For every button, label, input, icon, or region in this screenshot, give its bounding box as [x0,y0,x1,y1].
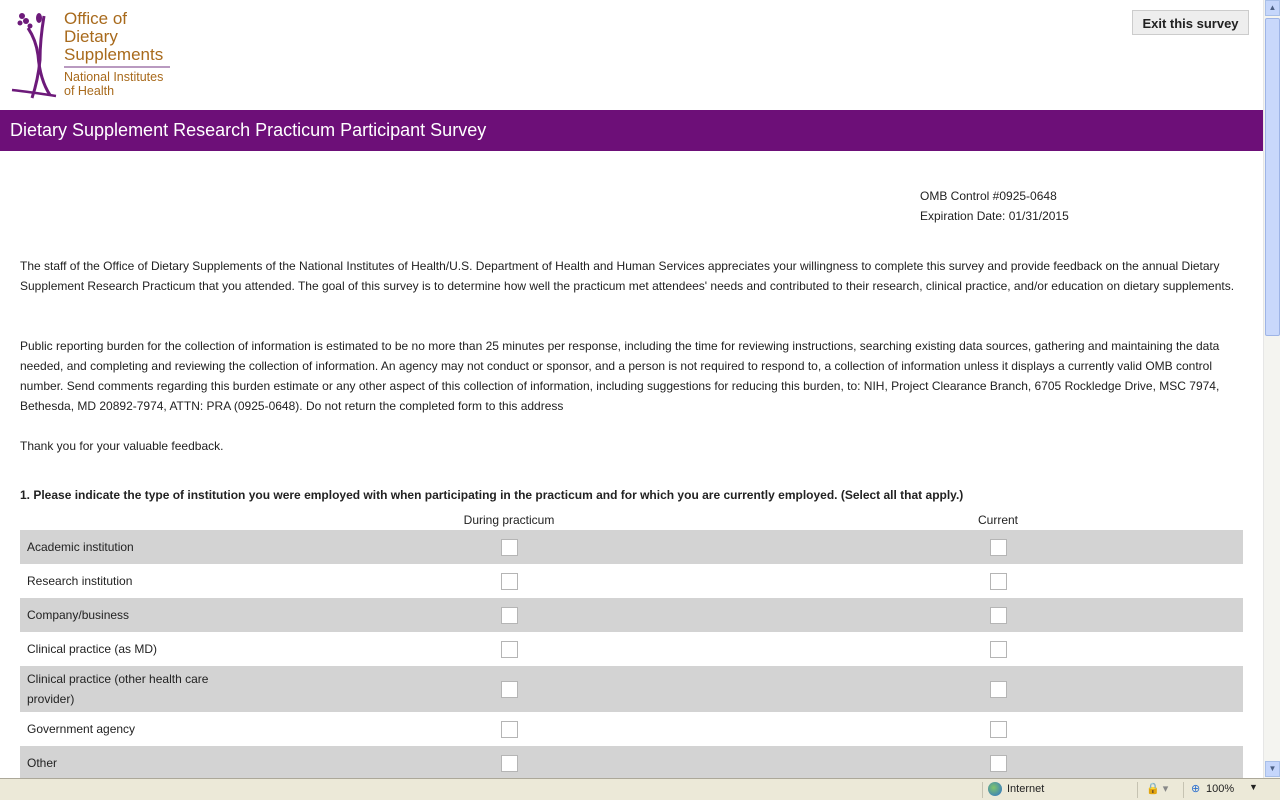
table-row [20,712,1243,746]
omb-expiration: Expiration Date: 01/31/2015 [920,209,1069,223]
during-practicum-checkbox[interactable] [501,539,518,556]
table-row [20,598,1243,632]
table-header [20,512,1243,530]
exit-survey-button[interactable]: Exit this survey [1132,10,1249,35]
current-checkbox[interactable] [990,573,1007,590]
row-label: Clinical practice (other health care provider) [27,672,209,706]
zoom-level[interactable]: 100% [1206,783,1235,795]
globe-icon [988,782,1002,796]
scroll-up-button[interactable]: ▲ [1265,0,1280,16]
table-row [20,632,1243,666]
current-checkbox[interactable] [990,641,1007,658]
omb-info [920,186,1069,226]
scroll-down-button[interactable]: ▼ [1265,761,1280,777]
status-bar [0,778,1280,800]
question-1-text: 1. Please indicate the type of institution you were employed with when participating in the practicum and for which you are currently employed. (Select all that apply.) [20,488,964,502]
row-label: Company/business [27,608,130,622]
ods-figure-icon [10,10,60,102]
table-row [20,530,1243,564]
zoom-dropdown-icon[interactable]: ▼ [1249,782,1258,792]
vertical-scrollbar[interactable] [1263,0,1280,778]
column-header: Current [977,513,1019,527]
zone-label: Internet [1007,783,1045,795]
omb-control: OMB Control #0925-0648 [920,189,1057,203]
during-practicum-checkbox[interactable] [501,573,518,590]
row-label: Clinical practice (as MD) [27,642,158,656]
logo-text: National Institutes [64,70,164,84]
burden-paragraph: Public reporting burden for the collection of information is estimated to be no more than 25 minutes per response, including the time for reviewing instructions, searching existing data sources, gathering and maintaining the data needed, and completing and reviewing the collection of information. An agency may not conduct or sponsor, and a person is not required to respond to, a collection of information unless it displays a currently valid OMB control number. Send comments regarding this burden estimate or any other aspect of this collection of information, including suggestions for reducing this burden, to: NIH, Project Clearance Branch, 6705 Rockledge Drive, MSC 7974, Bethesda, MD 20892-7974, ATTN: PRA (0925-0648). Do not return the completed form to this address [20,339,1220,413]
logo-divider [64,66,170,68]
during-practicum-checkbox[interactable] [501,607,518,624]
table-row [20,666,1243,712]
current-checkbox[interactable] [990,755,1007,772]
during-practicum-checkbox[interactable] [501,681,518,698]
current-checkbox[interactable] [990,721,1007,738]
logo-text: of Health [64,84,115,98]
thanks-text: Thank you for your valuable feedback. [20,439,224,453]
current-checkbox[interactable] [990,681,1007,698]
current-checkbox[interactable] [990,607,1007,624]
logo-text: Office of [64,9,127,28]
row-label: Other [27,756,58,770]
ods-logo[interactable] [10,10,175,102]
during-practicum-checkbox[interactable] [501,641,518,658]
row-label: Academic institution [27,540,134,554]
scrollbar-thumb[interactable] [1265,18,1280,336]
logo-text: Supplements [64,45,164,64]
zoom-icon: ⊕ [1191,783,1201,795]
logo-text: Dietary [64,27,118,46]
protected-mode-icon[interactable]: 🔒 ▾ [1146,783,1169,795]
row-label: Government agency [27,722,136,736]
table-row [20,564,1243,598]
during-practicum-checkbox[interactable] [501,721,518,738]
column-header: During practicum [463,513,555,527]
during-practicum-checkbox[interactable] [501,755,518,772]
current-checkbox[interactable] [990,539,1007,556]
row-label: Research institution [27,574,133,588]
intro-paragraph: The staff of the Office of Dietary Supplements of the National Institutes of Health/U.S. Department of Health and Human Services appreciates your willingness to complete this survey and provide feedback on the annual Dietary Supplement Research Practicum that you attended. The goal of this survey is to determine how well the practicum met attendees' needs and contributed to their research, clinical practice, and/or education on dietary supplements. [20,259,1235,293]
survey-title-banner: Dietary Supplement Research Practicum Participant Survey [0,110,1263,151]
table-row [20,746,1243,778]
question-1-table [20,512,1243,778]
